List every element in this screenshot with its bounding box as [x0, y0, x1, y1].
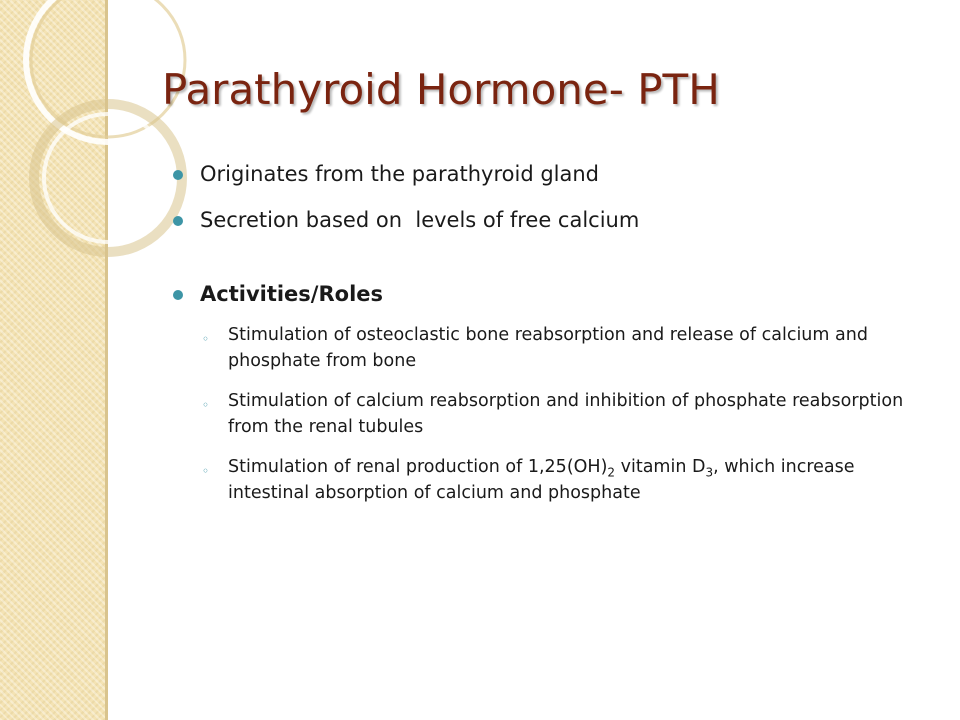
sub-bullet-text: Stimulation of calcium reabsorption and inhibition of phosphate reabsorption from the renal tubules: [228, 391, 904, 437]
bullet-item: [170, 160, 930, 188]
bullet-dot-icon: [173, 290, 183, 300]
sub-bullet-ring-icon: ◦: [202, 332, 210, 346]
sub-bullet-item: [170, 388, 908, 440]
sub-bullet-text-part: Stimulation of renal production of 1,25(OH): [228, 457, 608, 477]
bullet-text: Secretion based on levels of free calcium: [200, 208, 640, 232]
bullet-item: [170, 206, 930, 234]
bullet-text: Originates from the parathyroid gland: [200, 162, 599, 186]
slide-title: Parathyroid Hormone- PTH: [162, 65, 720, 114]
sub-bullet-ring-icon: ◦: [202, 464, 210, 478]
sub-bullet-text-part: , which increase intestinal absorption of calcium and phosphate: [228, 457, 855, 503]
sub-bullet-text: Stimulation of osteoclastic bone reabsorption and release of calcium and phosphate from bone: [228, 325, 868, 371]
bullet-dot-icon: [173, 216, 183, 226]
sub-bullet-item: [170, 322, 908, 374]
sub-bullet-ring-icon: ◦: [202, 398, 210, 412]
sub-bullet-text-part: vitamin D: [615, 457, 706, 477]
section-heading: Activities/Roles: [200, 282, 384, 306]
bullet-dot-icon: [173, 170, 183, 180]
sub-bullet-item: [170, 454, 908, 506]
subscript-three: 3: [705, 465, 714, 480]
sub-bullet-text: [228, 457, 855, 503]
subscript-two: 2: [607, 465, 616, 480]
bullet-list: [170, 160, 930, 520]
section-heading-item: [170, 280, 930, 308]
